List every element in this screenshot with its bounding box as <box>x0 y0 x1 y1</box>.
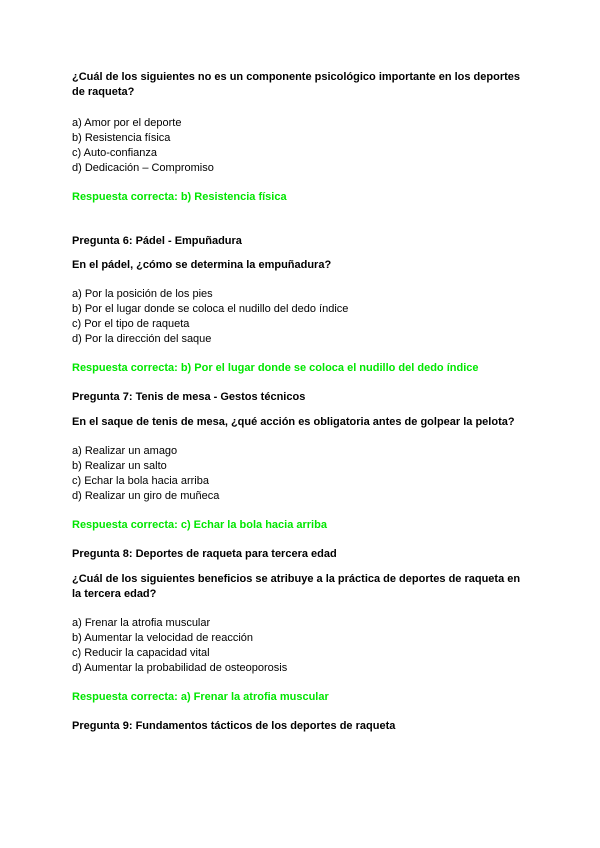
question-title: Pregunta 6: Pádel - Empuñadura <box>72 235 242 247</box>
option-a: a) Realizar un amago <box>72 445 178 457</box>
correct-answer: Respuesta correcta: b) Por el lugar donde se coloca el nudillo del dedo índice <box>72 362 479 374</box>
option-d: d) Por la dirección del saque <box>72 333 212 345</box>
question-title: Pregunta 7: Tenis de mesa - Gestos técnicos <box>72 391 306 403</box>
options-list <box>72 287 532 347</box>
option-a: a) Frenar la atrofia muscular <box>72 617 211 629</box>
correct-answer: Respuesta correcta: c) Echar la bola hacia arriba <box>72 519 327 531</box>
option-b: b) Por el lugar donde se coloca el nudillo del dedo índice <box>72 303 349 315</box>
option-d: d) Aumentar la probabilidad de osteoporosis <box>72 662 288 674</box>
correct-answer: Respuesta correcta: a) Frenar la atrofia muscular <box>72 691 329 703</box>
option-c: c) Por el tipo de raqueta <box>72 318 190 330</box>
question-text: En el saque de tenis de mesa, ¿qué acción es obligatoria antes de golpear la pelota? <box>72 416 515 428</box>
option-a: a) Amor por el deporte <box>72 117 182 129</box>
question-title: Pregunta 9: Fundamentos tácticos de los deportes de raqueta <box>72 720 396 732</box>
option-c: c) Echar la bola hacia arriba <box>72 475 209 487</box>
option-a: a) Por la posición de los pies <box>72 288 213 300</box>
question-text: ¿Cuál de los siguientes beneficios se atribuye a la práctica de deportes de raqueta en la tercera edad? <box>72 573 521 600</box>
option-b: b) Aumentar la velocidad de reacción <box>72 632 253 644</box>
option-d: d) Realizar un giro de muñeca <box>72 490 220 502</box>
question-text: ¿Cuál de los siguientes no es un componente psicológico importante en los deportes de raqueta? <box>72 71 521 98</box>
option-d: d) Dedicación – Compromiso <box>72 162 214 174</box>
option-b: b) Resistencia física <box>72 132 171 144</box>
option-b: b) Realizar un salto <box>72 460 167 472</box>
options-list <box>72 616 532 676</box>
correct-answer: Respuesta correcta: b) Resistencia física <box>72 191 287 203</box>
option-c: c) Reducir la capacidad vital <box>72 647 210 659</box>
option-c: c) Auto-confianza <box>72 147 157 159</box>
question-text: En el pádel, ¿cómo se determina la empuñadura? <box>72 259 332 271</box>
question-title: Pregunta 8: Deportes de raqueta para tercera edad <box>72 548 337 560</box>
options-list <box>72 116 532 176</box>
document-page <box>72 70 532 734</box>
options-list <box>72 444 532 504</box>
